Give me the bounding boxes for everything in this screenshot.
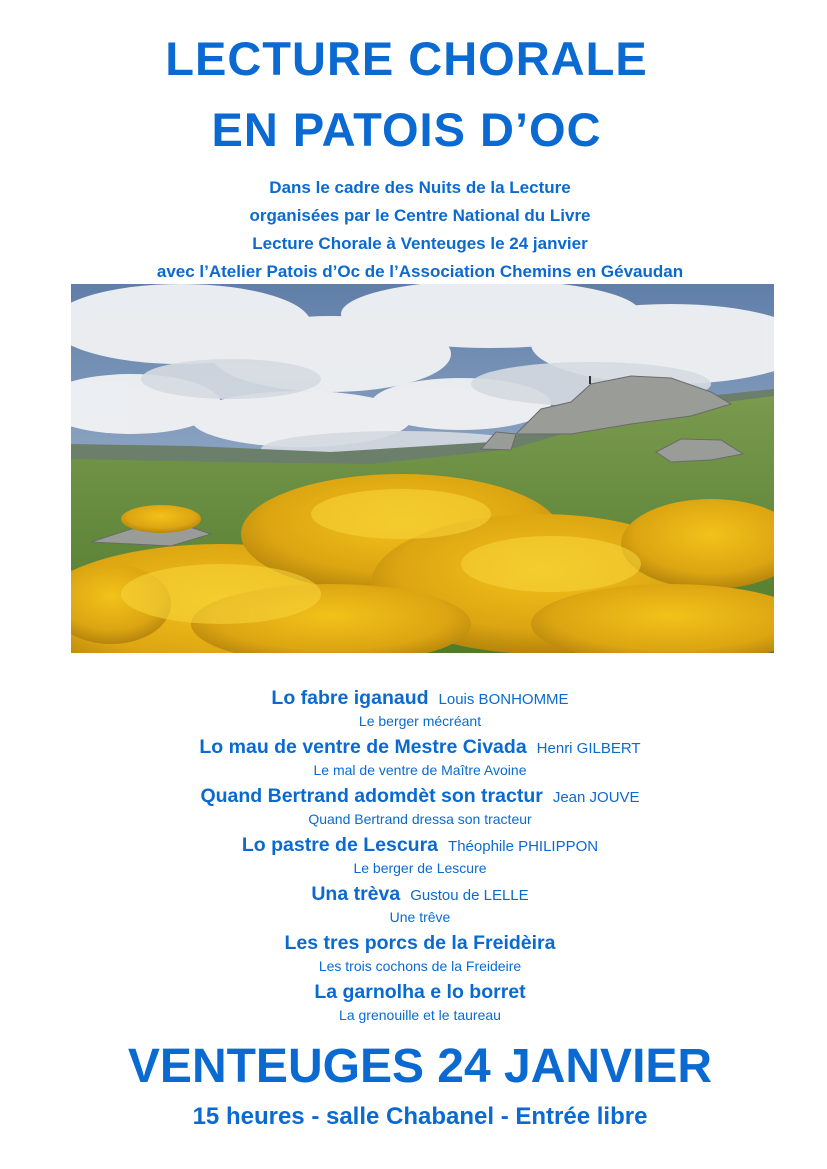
event-info-line: 15 heures - salle Chabanel - Entrée libre — [192, 1103, 648, 1130]
work-translation: Une trêve — [389, 909, 451, 925]
list-item — [0, 978, 827, 1027]
list-item — [0, 782, 827, 831]
list-item — [0, 684, 827, 733]
event-date-heading: VENTEUGES 24 JANVIER — [127, 1040, 713, 1093]
work-translation: La grenouille et le taureau — [339, 1007, 501, 1023]
work-author: Henri GILBERT — [536, 740, 641, 757]
work-title: Lo fabre iganaud — [271, 687, 429, 709]
work-translation: Le mal de ventre de Maître Avoine — [313, 762, 527, 778]
work-author: Gustou de LELLE — [410, 887, 529, 904]
work-translation: Les trois cochons de la Freideire — [318, 958, 522, 974]
work-title: Una trèva — [311, 883, 401, 905]
intro-line-4: avec l’Atelier Patois d’Oc de l’Association Chemins en Gévaudan — [156, 262, 684, 281]
work-author: Louis BONHOMME — [438, 691, 569, 708]
intro-line-3: Lecture Chorale à Venteuges le 24 janvier — [252, 234, 588, 253]
work-title: Lo pastre de Lescura — [241, 834, 439, 856]
page-title-line-2: EN PATOIS D’OC — [211, 103, 602, 156]
work-author: Jean JOUVE — [552, 789, 640, 806]
list-item — [0, 929, 827, 978]
landscape-photo — [71, 284, 774, 653]
program-list — [0, 684, 827, 1027]
list-item — [0, 880, 827, 929]
intro-line-1: Dans le cadre des Nuits de la Lecture — [269, 178, 571, 197]
intro-line-2: organisées par le Centre National du Livre — [249, 206, 591, 225]
list-item — [0, 733, 827, 782]
work-title: Lo mau de ventre de Mestre Civada — [199, 736, 527, 758]
work-translation: Le berger de Lescure — [353, 860, 487, 876]
intro-text — [0, 174, 827, 286]
list-item — [0, 831, 827, 880]
page-title-line-1: LECTURE CHORALE — [165, 32, 648, 85]
work-translation: Le berger mécréant — [358, 713, 482, 729]
work-title: Quand Bertrand adomdèt son tractur — [200, 785, 543, 807]
work-author: Théophile PHILIPPON — [448, 838, 599, 855]
work-title: La garnolha e lo borret — [314, 981, 526, 1003]
work-title: Les tres porcs de la Freidèira — [284, 932, 556, 954]
work-translation: Quand Bertrand dressa son tracteur — [308, 811, 532, 827]
